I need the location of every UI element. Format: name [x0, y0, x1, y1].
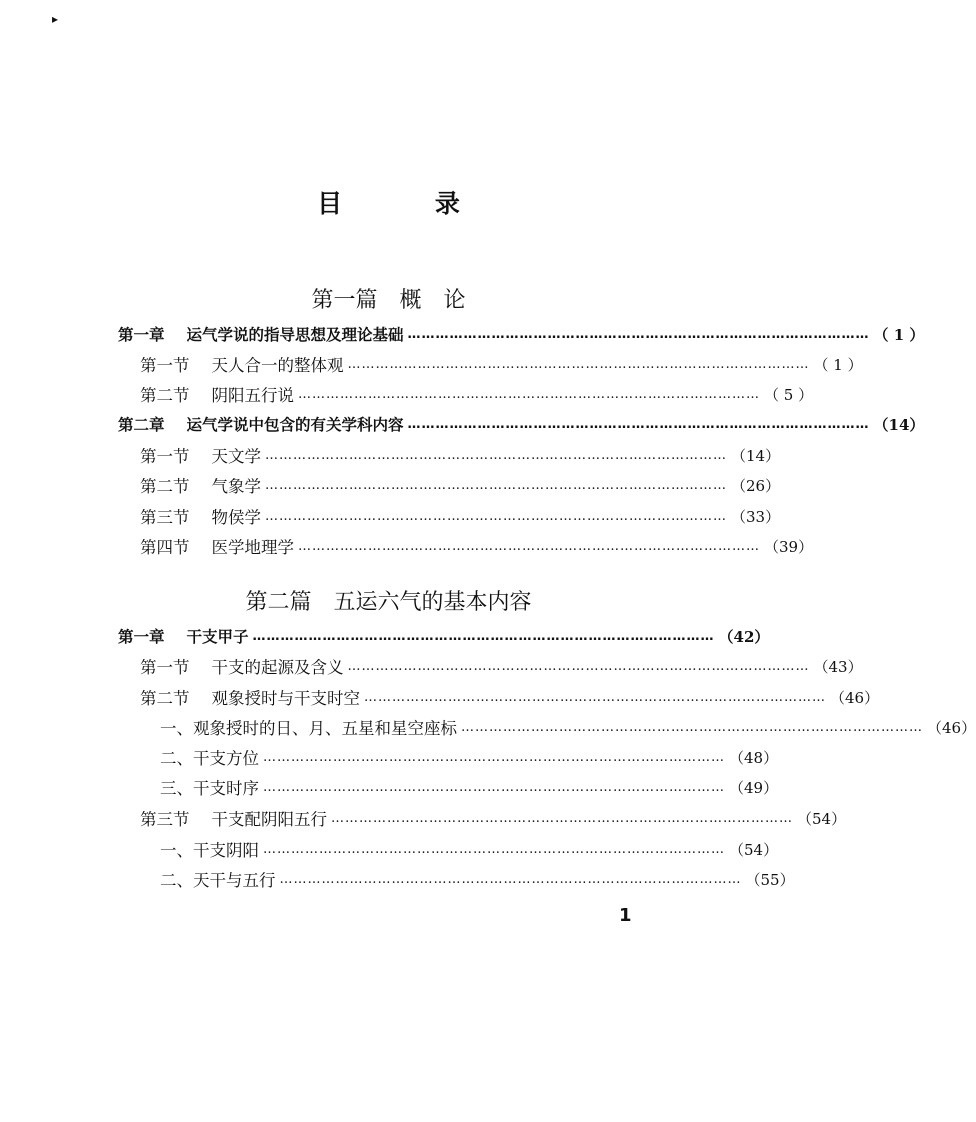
part-2-title: 第二篇 五运六气的基本内容: [245, 590, 532, 615]
dot-leader: ………………………………………………………………………………………: [263, 749, 725, 765]
toc-entry: [140, 531, 814, 561]
toc-entry: [160, 772, 779, 802]
toc-entry: [118, 319, 925, 349]
toc-entry: [160, 742, 779, 772]
dot-leader: ………………………………………………………………………………………: [298, 538, 760, 554]
dot-leader: ………………………………………………………………………………………: [263, 841, 725, 857]
dot-leader: ………………………………………………………………………………………: [265, 477, 727, 493]
entry-title: 干支的起源及含义: [211, 658, 344, 677]
entry-number: 第一节: [140, 356, 190, 375]
entry-title: 运气学说中包含的有关学科内容: [186, 416, 404, 434]
entry-page: （14）: [873, 415, 925, 434]
entry-title: 三、干支时序: [160, 779, 259, 798]
corner-mark: ▸: [52, 12, 59, 26]
entry-page: （ 1 ）: [873, 325, 925, 344]
entry-number: 第二章: [118, 416, 165, 434]
dot-leader: ………………………………………………………………………………………: [407, 326, 870, 342]
entry-title: 医学地理学: [211, 538, 294, 557]
entry-number: 第四节: [140, 538, 190, 557]
toc-entry: [140, 470, 781, 500]
entry-page: （39）: [764, 537, 814, 556]
entry-number: 第三节: [140, 508, 190, 527]
entry-number: 第一章: [118, 326, 165, 344]
entry-title: 干支配阴阳五行: [211, 810, 327, 829]
entry-page: （14）: [731, 446, 781, 465]
dot-leader: ………………………………………………………………………………………: [364, 689, 826, 705]
entry-title: 二、天干与五行: [160, 871, 276, 890]
toc-entry: [140, 440, 781, 470]
dot-leader: ………………………………………………………………………………………: [407, 416, 870, 432]
entry-page: （ 5 ）: [764, 385, 814, 404]
dot-leader: ………………………………………………………………………………………: [265, 508, 727, 524]
toc-entry: [140, 349, 863, 379]
entry-number: 第三节: [140, 810, 190, 829]
page-number: 1: [619, 905, 632, 926]
entry-page: （55）: [745, 870, 795, 889]
dot-leader: ………………………………………………………………………………………: [252, 628, 715, 644]
dot-leader: ………………………………………………………………………………………: [347, 658, 810, 674]
entry-page: （43）: [813, 657, 863, 676]
entry-title: 运气学说的指导思想及理论基础: [186, 326, 404, 344]
toc-entry: [140, 682, 880, 712]
entry-page: （54）: [797, 809, 847, 828]
dot-leader: ………………………………………………………………………………………: [461, 719, 923, 735]
entry-title: 气象学: [211, 477, 261, 496]
entry-number: 第二节: [140, 386, 190, 405]
toc-entry: [140, 651, 863, 681]
entry-page: （33）: [731, 507, 781, 526]
entry-title: 二、干支方位: [160, 749, 259, 768]
dot-leader: ………………………………………………………………………………………: [265, 447, 727, 463]
entry-title: 观象授时与干支时空: [211, 689, 360, 708]
entry-title: 物侯学: [211, 508, 261, 527]
toc-entry: [140, 379, 814, 409]
entry-page: （26）: [731, 476, 781, 495]
dot-leader: ………………………………………………………………………………………: [263, 779, 725, 795]
entry-page: （54）: [729, 840, 779, 859]
entry-title: 天文学: [211, 447, 261, 466]
entry-page: （46）: [830, 688, 880, 707]
entry-number: 第一章: [118, 628, 165, 646]
entry-title: 一、观象授时的日、月、五星和星空座标: [160, 719, 457, 738]
entry-page: （46）: [927, 718, 976, 737]
part-1-title: 第一篇 概 论: [311, 288, 466, 313]
entry-title: 阴阳五行说: [211, 386, 294, 405]
toc-entry: [160, 864, 795, 894]
toc-entry: [118, 409, 925, 439]
entry-page: （ 1 ）: [813, 355, 863, 374]
entry-page: （49）: [729, 778, 779, 797]
entry-number: 第一节: [140, 447, 190, 466]
entry-page: （48）: [729, 748, 779, 767]
dot-leader: ………………………………………………………………………………………: [279, 871, 742, 887]
toc-entry: [118, 621, 770, 651]
entry-page: （42）: [718, 627, 770, 646]
page-title: 目 录: [317, 189, 502, 218]
entry-number: 第一节: [140, 658, 190, 677]
dot-leader: ………………………………………………………………………………………: [331, 810, 793, 826]
toc-entry: [140, 501, 781, 531]
dot-leader: ………………………………………………………………………………………: [347, 356, 810, 372]
entry-title: 干支甲子: [186, 628, 249, 646]
entry-title: 天人合一的整体观: [211, 356, 344, 375]
toc-entry: [160, 834, 779, 864]
entry-number: 第二节: [140, 689, 190, 708]
entry-number: 第二节: [140, 477, 190, 496]
entry-title: 一、干支阴阳: [160, 841, 259, 860]
toc-entry: [160, 712, 976, 742]
toc-entry: [140, 803, 847, 833]
dot-leader: ………………………………………………………………………………………: [298, 386, 760, 402]
